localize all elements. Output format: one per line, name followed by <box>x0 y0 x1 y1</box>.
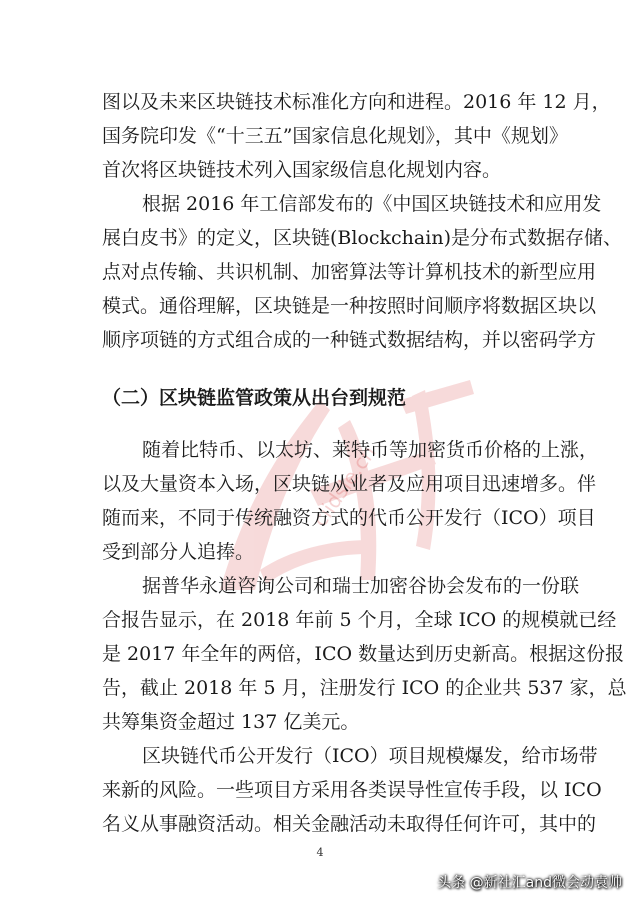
text-line: 顺序项链的方式组合成的一种链式数据结构，并以密码学方 <box>102 329 597 351</box>
text-line: 图以及未来区块链技术标准化方向和进程。2016 年 12 月， <box>102 91 611 113</box>
text-line: 告，截止 2018 年 5 月，注册发行 ICO 的企业共 537 家，总 <box>102 677 627 699</box>
text-line: 模式。通俗理解，区块链是一种按照时间顺序将数据区块以 <box>102 295 597 317</box>
text-line: 据普华永道咨询公司和瑞士加密谷协会发布的一份联 <box>142 575 580 597</box>
text-line: 随而来，不同于传统融资方式的代币公开发行（ICO）项目 <box>102 507 596 529</box>
text-line: 根据 2016 年工信部发布的《中国区块链技术和应用发 <box>142 193 602 215</box>
text-line: 国务院印发《“十三五”国家信息化规划》，其中《规划》 <box>102 125 568 147</box>
page-number: 4 <box>316 846 324 859</box>
text-line: 以及大量资本入场，区块链从业者及应用项目迅速增多。伴 <box>102 473 597 495</box>
text-line: 共筹集资金超过 137 亿美元。 <box>102 711 360 733</box>
text-line: 展白皮书》的定义，区块链(Blockchain)是分布式数据存储、 <box>102 227 622 249</box>
text-line: 合报告显示，在 2018 年前 5 个月，全球 ICO 的规模就已经 <box>102 609 617 631</box>
svg-text:ciidsle.cn: ciidsle.cn <box>307 440 381 532</box>
section-heading: （二）区块链监管政策从出台到规范 <box>102 387 407 409</box>
text-line: 名义从事融资活动。相关金融活动未取得任何许可，其中的 <box>102 813 597 835</box>
text-line: 首次将区块链技术列入国家级信息化规划内容。 <box>102 159 502 181</box>
text-line: 是 2017 年全年的两倍，ICO 数量达到历史新高。根据这份报 <box>102 643 625 665</box>
text-line: 受到部分人追捧。 <box>102 541 255 563</box>
source-credit: 头条 @新社汇and微会动袁帅 <box>437 875 622 891</box>
text-line: 来新的风险。一些项目方采用各类误导性宣传手段，以 ICO <box>102 779 602 801</box>
text-line: 随着比特币、以太坊、莱特币等加密货币价格的上涨， <box>142 439 599 461</box>
text-line: 区块链代币公开发行（ICO）项目规模爆发，给市场带 <box>142 745 598 767</box>
text-line: 点对点传输、共识机制、加密算法等计算机技术的新型应用 <box>102 261 597 283</box>
